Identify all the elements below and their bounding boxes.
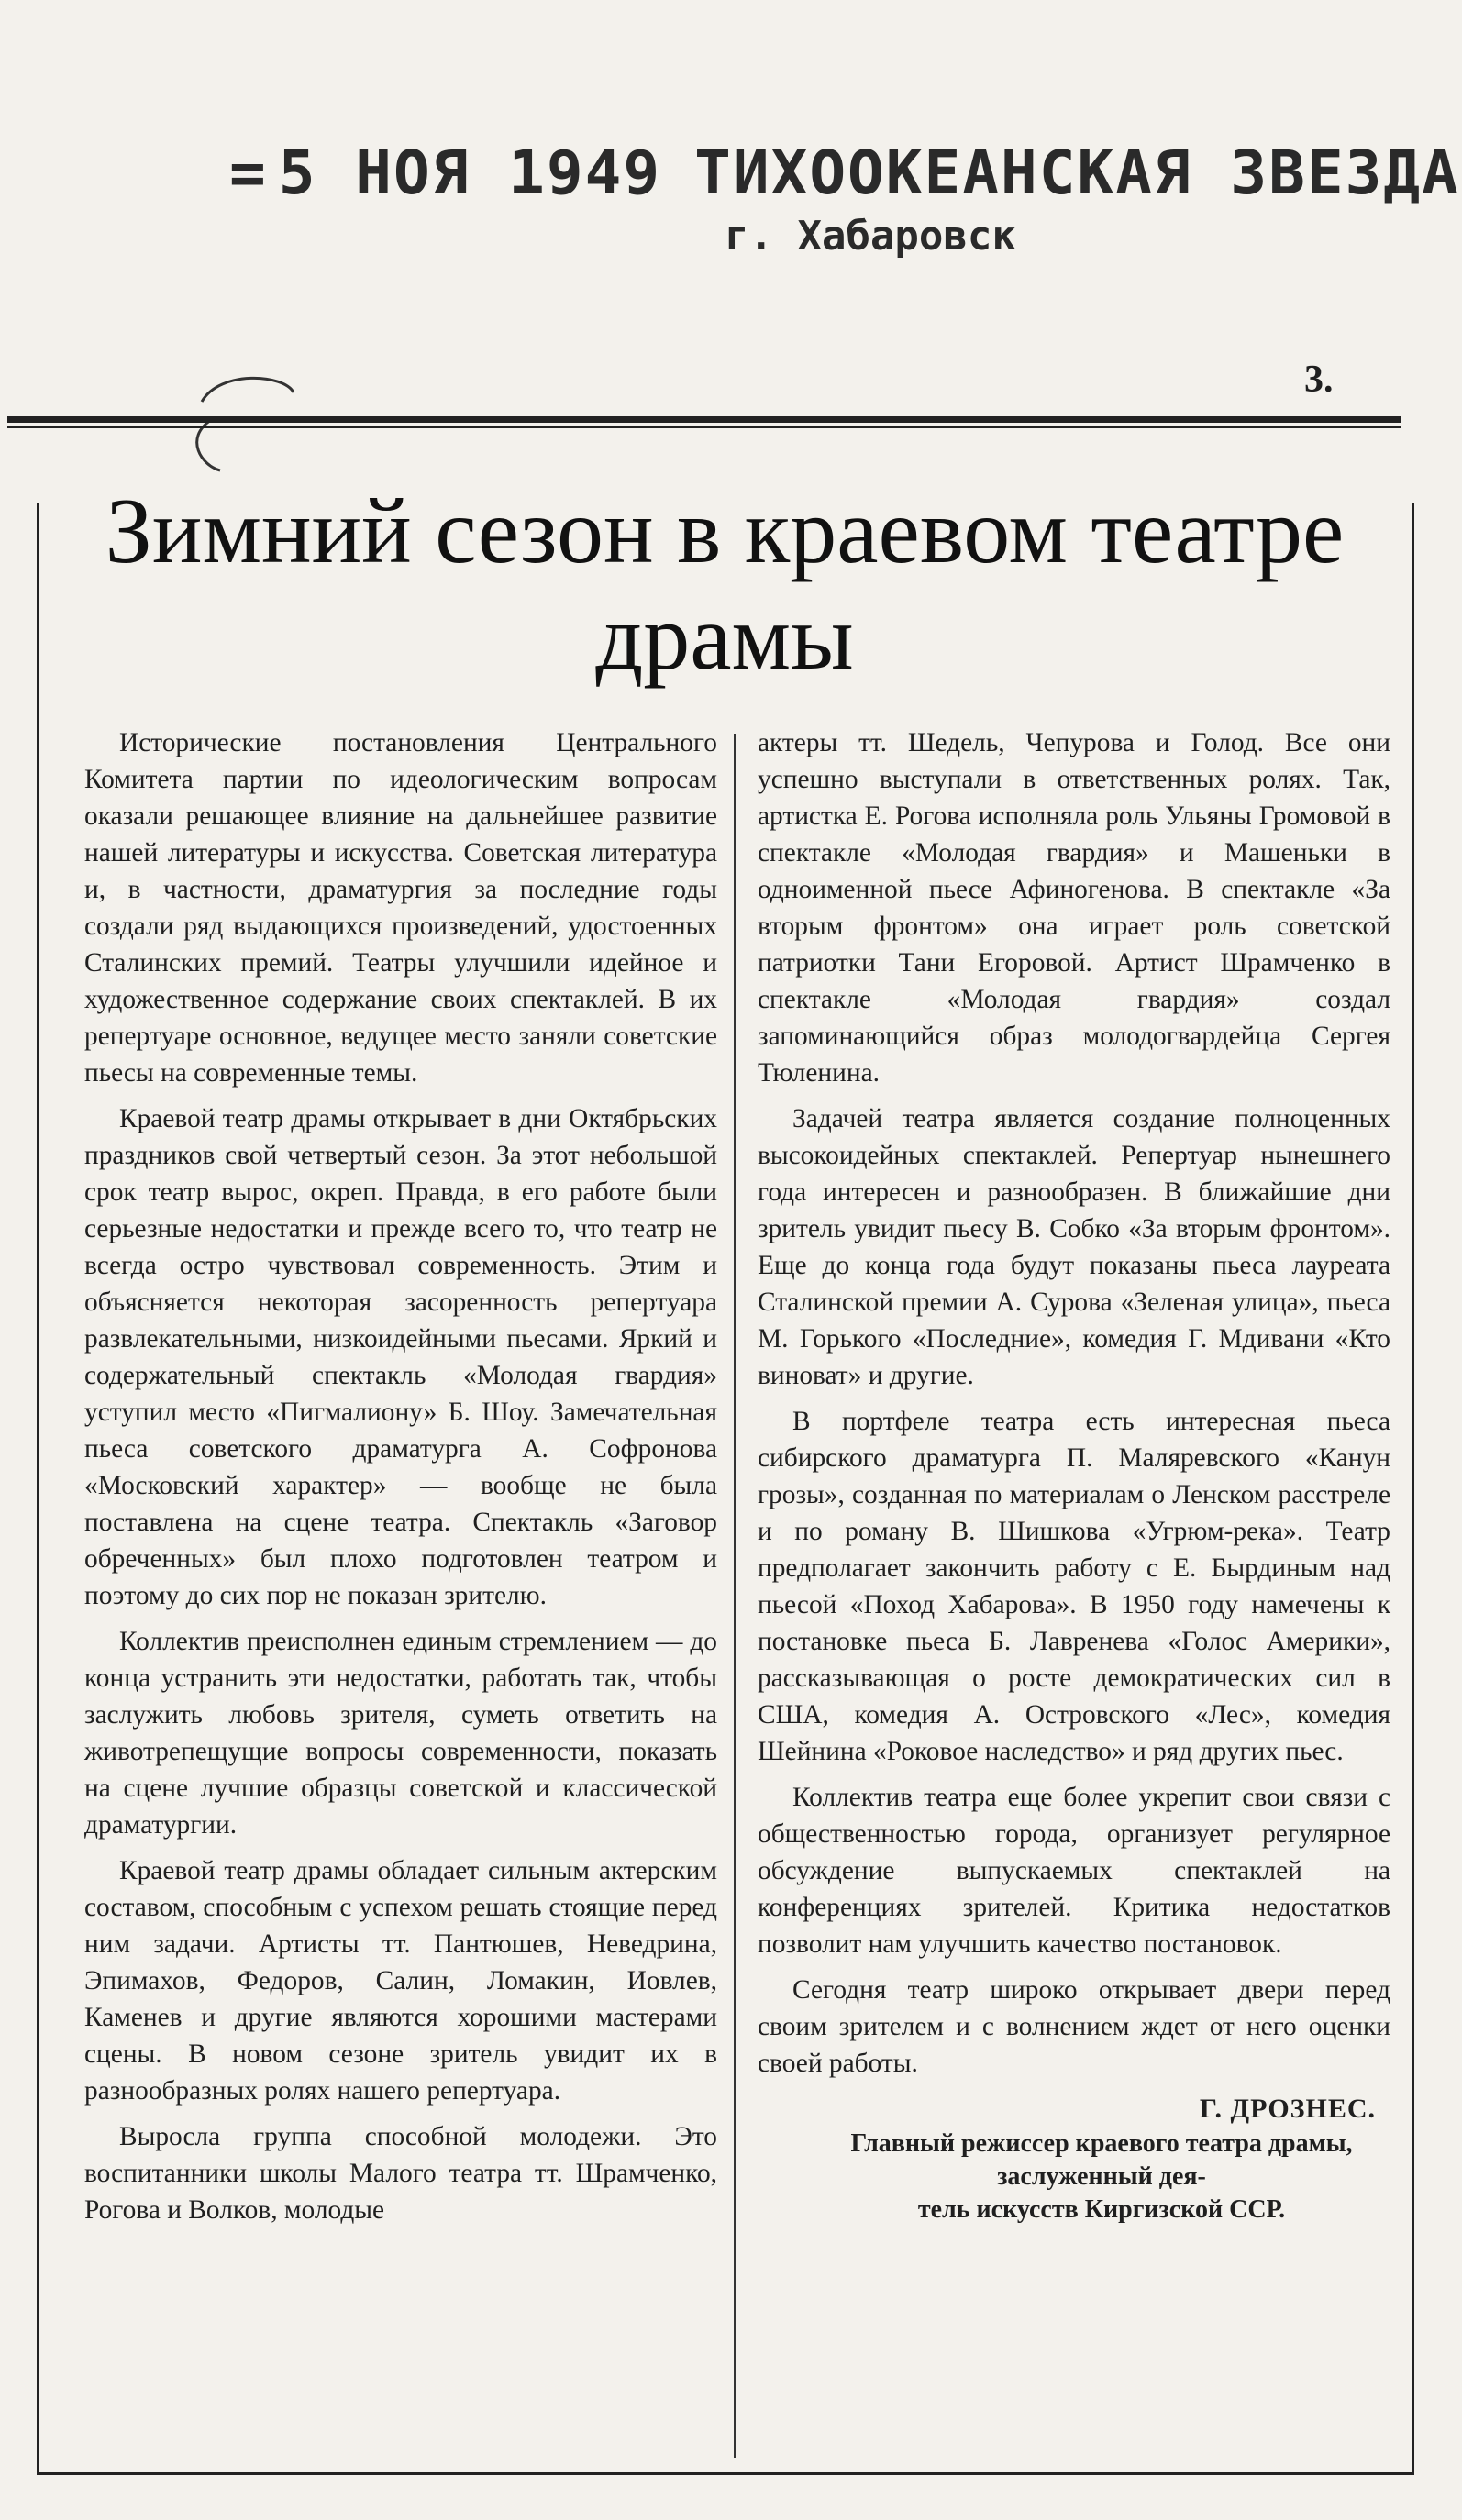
- stamp-newspaper: ТИХООКЕАНСКАЯ ЗВЕЗДА: [694, 138, 1460, 208]
- page-number: 3.: [1304, 359, 1334, 401]
- left-column: [84, 724, 717, 2238]
- author-name: Г. ДРОЗНЕС.: [1199, 2094, 1376, 2124]
- author-title-line: Главный режиссер краевого театра драмы, заслуженный дея-: [850, 2129, 1353, 2191]
- right-column: [758, 724, 1390, 2227]
- paragraph: Выросла группа способной молодежи. Это воспитанники школы Малого театра тт. Шрамченко, Рогова и Волков, молодые: [84, 2122, 717, 2225]
- paragraph: В портфеле театра есть интересная пьеса сибирского драматурга П. Маляревского «Канун грозы», созданная по материалам о Ленском расстреле и по роману В. Шишкова «Угрюм-река». Театр предполагает закончить работу с Е. Бырдиным над пьесой «Поход Хабарова». В 1950 году намечены к постановке пьеса Б. Лавренева «Голос Америки», рассказывающая о росте демократических сил в США, комедия А. Островского «Лес», комедия Шейнина «Роковое наследство» и ряд других пьес.: [758, 1407, 1390, 1766]
- paragraph: актеры тт. Шедель, Чепурова и Голод. Все они успешно выступали в ответственных ролях. Так, артистка Е. Рогова исполняла роль Ульяны Громовой в спектакле «Молодая гвардия» и Машеньки в одноименной пьесе Афиногенова. В спектакле «За вторым фронтом» она играет роль советской патриотки Тани Егоровой. Артист Шрамченко в спектакле «Молодая гвардия» создал запоминающийся образ молодогвардейца Сергея Тюленина.: [758, 728, 1390, 1088]
- paragraph: Краевой театр драмы открывает в дни Октябрьских праздников свой четвертый сезон. За этот небольшой срок театр вырос, окреп. Правда, в его работе были серьезные недостатки и прежде всего то, что театр не всегда остро чувствовал современность. Этим и объясняется некоторая засоренность репертуара развлекательными, низкоидейными пьесами. Яркий и содержательный спектакль «Молодая гвардия» уступил место «Пигмалиону» Б. Шоу. Замечательная пьеса советского драматурга А. Софронова «Московский характер» — вообще не была поставлена на сцене театра. Спектакль «Заговор обреченных» был плохо подготовлен театром и поэтому до сих пор не показан зрителю.: [84, 1104, 717, 1610]
- column-divider: [734, 734, 736, 2458]
- paragraph: Задачей театра является создание полноценных высокоидейных спектаклей. Репертуар нынешнего года интересен и разнообразен. В ближайшие дни зритель увидит пьесу В. Собко «За вторым фронтом». Еще до конца года будут показаны пьеса лауреата Сталинской премии А. Сурова «Зеленая улица», пьеса М. Горького «Последние», комедия Г. Мдивани «Кто виноват» и другие.: [758, 1104, 1390, 1390]
- article-title: Зимний сезон в краевом театре драмы: [105, 480, 1345, 690]
- paragraph: Сегодня театр широко открывает двери перед своим зрителем и с волнением ждет от него оценки своей работы.: [758, 1975, 1390, 2078]
- stamp-dash: =: [229, 138, 268, 208]
- top-rule: [7, 416, 1401, 428]
- paragraph: Краевой театр драмы обладает сильным актерским составом, способным с успехом решать стоящие перед ним задачи. Артисты тт. Пантюшев, Неведрина, Эпимахов, Федоров, Салин, Ломакин, Иовлев, Каменев и другие являются хорошими мастерами сцены. В новом сезоне зритель увидит их в разнообразных ролях нашего репертуара.: [84, 1856, 717, 2106]
- paragraph: Исторические постановления Центрального Комитета партии по идеологическим вопросам оказали решающее влияние на дальнейшее развитие нашей литературы и искусства. Советская литература и, в частности, драматургия за последние годы создали ряд выдающихся произведений, удостоенных Сталинских премий. Театры улучшили идейное и художественное содержание своих спектаклей. В их репертуаре основное, ведущее место заняли советские пьесы на современные темы.: [84, 728, 717, 1088]
- stamp-date: 5 НОЯ 1949: [278, 138, 662, 208]
- signature-block: [758, 2091, 1390, 2227]
- paragraph: Коллектив преисполнен единым стремлением — до конца устранить эти недостатки, работать так, чтобы заслужить любовь зрителя, суметь ответить на животрепещущие вопросы современности, показать на сцене лучшие образцы советской и классической драматургии.: [84, 1627, 717, 1840]
- paragraph: Коллектив театра еще более укрепит свои связи с общественностью города, организует регулярное обсуждение выпускаемых спектаклей на конференциях зрителей. Критика недостатков позволит нам улучшить качество постановок.: [758, 1783, 1390, 1959]
- author-title: [758, 2128, 1390, 2227]
- stamp-city: г. Хабаровск: [725, 213, 1016, 260]
- author-title-line: тель искусств Киргизской ССР.: [917, 2195, 1286, 2224]
- archive-stamp: [229, 138, 1460, 208]
